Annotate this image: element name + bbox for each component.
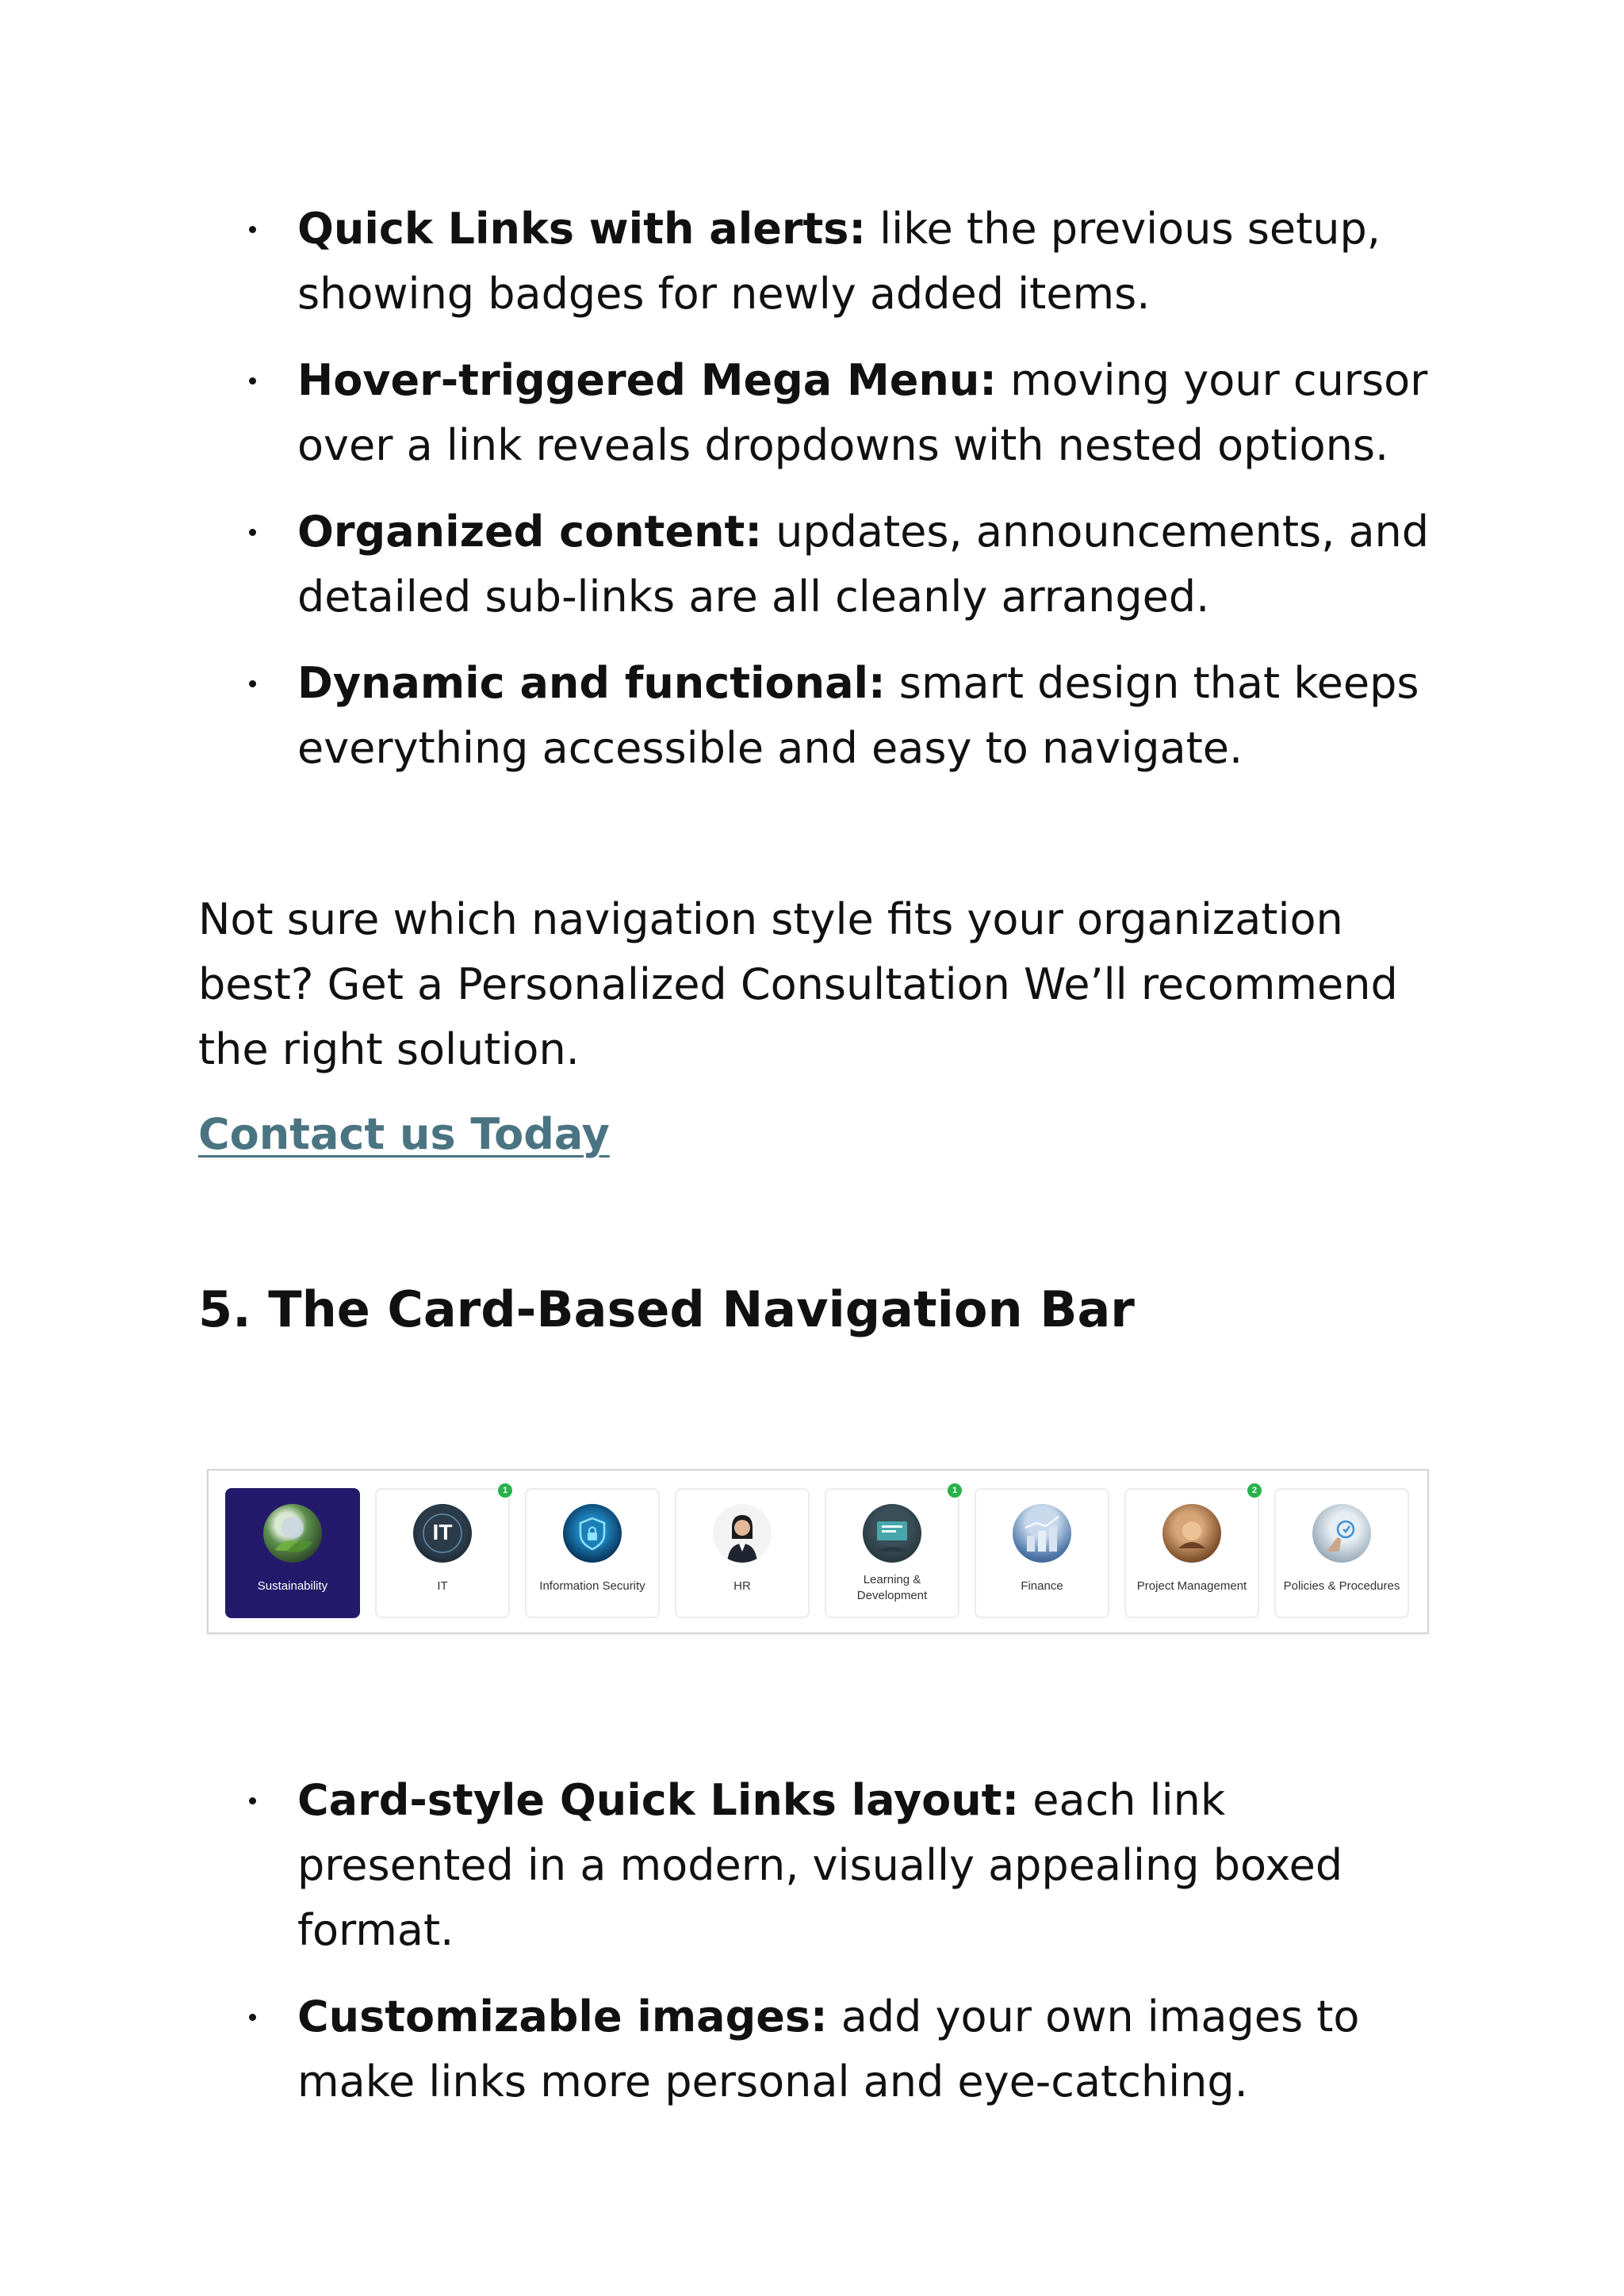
bullet-icon [249, 226, 256, 233]
nav-card-label: HR [733, 1579, 751, 1593]
svg-text:IT: IT [432, 1520, 453, 1544]
features-list-top [198, 197, 1435, 802]
nav-card-label: Project Management [1136, 1579, 1247, 1593]
card-navigation-screenshot [207, 1469, 1429, 1634]
new-items-badge: 1 [498, 1483, 512, 1498]
nav-card-policies-procedures[interactable] [1274, 1488, 1409, 1618]
nav-card-hr[interactable] [675, 1488, 810, 1618]
nav-card-finance[interactable] [975, 1488, 1109, 1618]
features-list-bottom [198, 1768, 1435, 2136]
list-item-term: Card-style Quick Links layout: [297, 1775, 1020, 1825]
list-item-text: each link presented in a modern, visually appealing boxed format. [297, 1775, 1343, 1955]
list-item-term: Customizable images: [297, 1992, 828, 2042]
list-item-term: Organized content: [297, 507, 762, 557]
nav-card-learning-development[interactable] [825, 1488, 959, 1618]
list-item-term: Hover-triggered Mega Menu: [297, 355, 997, 405]
nav-card-label: Policies & Procedures [1283, 1579, 1400, 1593]
bullet-icon [249, 2014, 256, 2021]
list-item [198, 651, 1435, 781]
nav-card-it[interactable] [375, 1488, 510, 1618]
list-item-text: moving your cursor over a link reveals dropdowns with nested options. [297, 355, 1428, 470]
list-item-text: add your own images to make links more personal and eye-catching. [297, 1992, 1360, 2107]
bullet-icon [249, 1797, 256, 1804]
list-item-text: updates, announcements, and detailed sub-links are all cleanly arranged. [297, 507, 1430, 622]
person-icon [713, 1504, 772, 1563]
learning-screen-icon [863, 1504, 921, 1563]
nav-card-label: Learning & Development [856, 1573, 928, 1602]
nav-card-label: IT [437, 1579, 448, 1593]
nav-card-sustainability[interactable] [225, 1488, 360, 1618]
coins-chart-icon [1013, 1504, 1071, 1563]
list-item [198, 1768, 1435, 1963]
list-item [198, 348, 1435, 478]
leaf-globe-icon [263, 1504, 322, 1563]
new-items-badge: 2 [1247, 1483, 1262, 1498]
policy-touch-icon [1312, 1504, 1371, 1563]
list-item [198, 197, 1435, 327]
nav-card-project-management[interactable] [1124, 1488, 1259, 1618]
nav-card-label: Finance [1021, 1579, 1063, 1593]
list-item-term: Dynamic and functional: [297, 658, 886, 708]
list-item [198, 499, 1435, 629]
shield-lock-icon [563, 1504, 622, 1563]
section-heading: 5. The Card-Based Navigation Bar [198, 1280, 1135, 1338]
contact-us-link[interactable]: Contact us Today [198, 1109, 610, 1159]
nav-card-label: Sustainability [257, 1579, 328, 1593]
new-items-badge: 1 [948, 1483, 962, 1498]
list-item-term: Quick Links with alerts: [297, 204, 867, 254]
nav-card-information-security[interactable] [525, 1488, 660, 1618]
consultation-paragraph: Not sure which navigation style fits your organization best? Get a Personalized Consultation We’ll recommend the right solution. [198, 894, 1398, 1074]
it-icon [413, 1504, 472, 1563]
nav-card-row [225, 1488, 1409, 1618]
list-item-text: like the previous setup, showing badges for newly added items. [297, 204, 1381, 319]
bullet-icon [249, 680, 256, 687]
nav-card-label: Information Security [539, 1579, 645, 1593]
team-hands-icon [1162, 1504, 1221, 1563]
list-item [198, 1984, 1435, 2114]
bullet-icon [249, 529, 256, 536]
list-item-text: smart design that keeps everything accessible and easy to navigate. [297, 658, 1419, 773]
bullet-icon [249, 377, 256, 385]
